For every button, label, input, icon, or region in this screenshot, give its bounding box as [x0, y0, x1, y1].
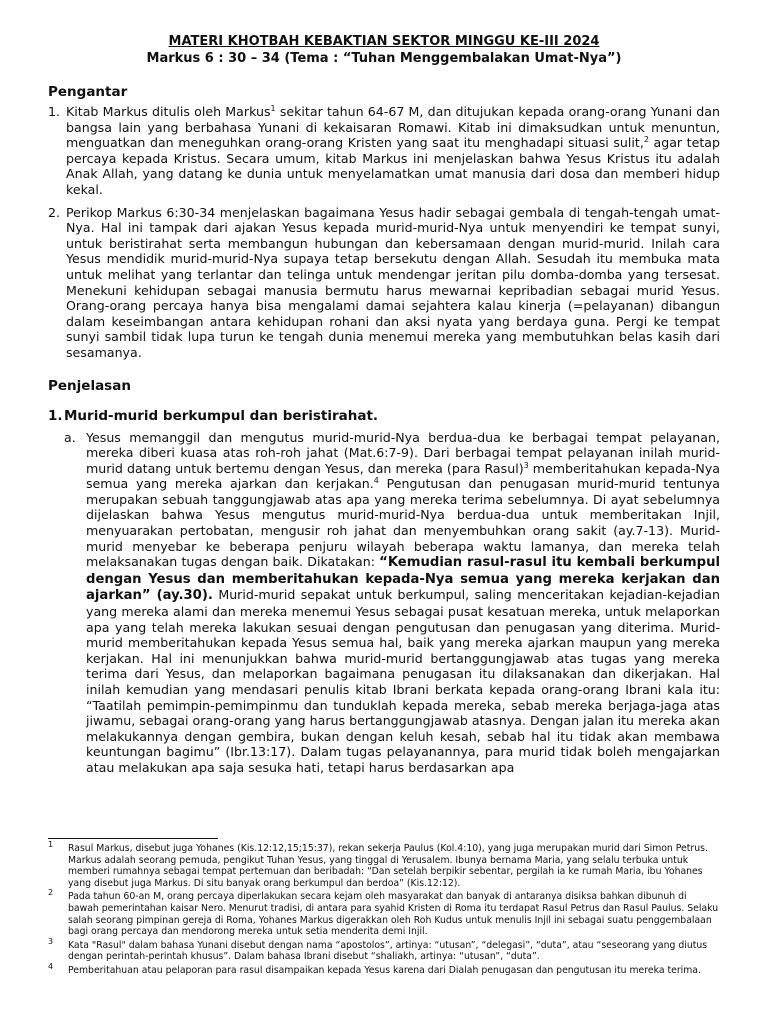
footnote-ref-4[interactable]: 4 [373, 476, 379, 486]
explanation-heading: Penjelasan [48, 377, 131, 394]
point-1-sub-a: a. Yesus memanggil dan mengutus murid-murid-Nya berdua-dua ke berbagai tempat pelayanan, mereka diberi kuasa atas roh-roh jahat (Mat.6:7-9). Dari berbagai tempat pelayanan inilah murid-murid datang untuk bertemu dengan Yesus, dan mereka (para Rasul)$^3$ memberitahukan kepada-Nya semua yang mereka ajarkan dan kerjakan.$^4$ Pengutusan dan penugasan murid-murid tentunya merupakan sebuah tanggungjawab atas apa yang mereka terima sebelumnya. Di ayat sebelumnya dijelaskan bahwa Yesus mengutus murid-murid-Nya berdua-dua untuk memberitakan Injil, menyuarakan pertobatan, mengusir roh jahat dan menyembuhkan orang sakit (ay.7-13). Murid-murid menyebar ke beberapa penjuru wilayah beberapa waktu lamanya, dan mereka telah melaksanakan tugas dengan baik. Dikatakan: “Kemudian rasul-rasul itu kembali berkumpul dengan Yesus dan memberitahukan kepada-Nya semua yang mereka kerjakan dan ajarkan” (ay.30). Murid-murid sepakat untuk berkumpul, saling menceritakan kejadian-kejadian yang mereka alami dan mereka menemui Yesus sebagai pusat kesatuan mereka, untuk melaporkan apa yang telah mereka lakukan sesuai dengan pengutusan dan penugasan yang diterima. Murid-murid memberitahukan kepada Yesus semua hal, baik yang mereka ajarkan maupun yang mereka kerjakan. Hal ini menunjukkan bahwa murid-murid bertanggungjawab atas tugas yang mereka terima dari Yesus, dan melaporkan bagaimana penugasan itu dilaksanakan dan dikerjakan. Hal inilah kemudian yang mendasari penulis kitab Ibrani berkata kepada orang-orang Ibrani kala itu: “Taatilah pemimpin-pemimpinmu dan tunduklah kepada mereka, sebab mereka berjaga-jaga atas jiwamu, sebagai orang-orang yang harus bertanggungjawab atasnya. Dengan jalan itu mereka akan melakukannya dengan gembira, bukan dengan keluh kesah, sebab hal itu tidak akan membawa keuntungan bagimu” (Ibr.13:17). Dalam tugas pelayanannya, para murid tidak boleh mengajarkan atau melakukan apa saja sesuka hati, tetapi harus berdasarkan apa [64, 429, 720, 775]
point-1-heading [48, 408, 720, 424]
footnote-3: $^3$ Kata "Rasul" dalam bahasa Yunani disebut dengan nama “apostolos”, artinya: “utusan”, “delegasi”, “duta”, atau “seseorang yang diutus dengan perintah-perintah khusus”. Dalam bahasa Ibrani disebut “shaliakh, artinya: “utusan”, “duta”. [48, 936, 708, 963]
footnote-ref-3[interactable]: 3 [523, 460, 529, 470]
bible-quote-ay30: “Kemudian rasul-rasul itu kembali berkumpul dengan Yesus dan memberitahukan kepada-Nya semua yang mereka kerjakan dan ajarkan” (ay.30). [86, 555, 720, 604]
footnotes [48, 838, 720, 979]
intro-list [48, 104, 720, 361]
title-line-1: MATERI KHOTBAH KEBAKTIAN SEKTOR MINGGU KE-III 2024 [168, 34, 600, 49]
footnote-1: $^1$ Rasul Markus, disebut juga Yohanes (Kis.12:12,15;15:37), rekan sekerja Paulus (Kol.4:10), yang juga merupakan murid dari Simon Petrus. Markus adalah seorang pemuda, pengikut Tuhan Yesus, yang tinggal di Yerusalem. Ibunya bernama Maria, yang selalu terbuka untuk memberi rumahnya sebagai tempat pertemuan dan beribadah: “Dan setelah berpikir sebentar, pergilah ia ke rumah Maria, ibu Yohanes yang disebut juga Markus. Di situ banyak orang berkumpul dan berdoa” (Kis.12:12). [48, 839, 708, 889]
point-1-title: Murid-murid berkumpul dan beristirahat. [64, 407, 379, 424]
intro-paragraph-1: 1. Kitab Markus ditulis oleh Markus$^1$ sekitar tahun 64-67 M, dan ditujukan kepada orang-orang Yunani dan bangsa lain yang berbahasa Yunani di kekaisaran Romawi. Kitab ini dimaksudkan untuk menuntun, menguatkan dan meneguhkan orang-orang Kristen yang saat itu menghadapi situasi sulit,$^2$ agar tetap percaya kepada Kristus. Secara umum, kitab Markus ini menjelaskan bahwa Yesus Kristus itu adalah Anak Allah, yang datang ke dunia untuk menyelamatkan umat manusia dari dosa dan memberi hidup kekal. [64, 104, 720, 198]
footnote-divider [48, 838, 218, 839]
document-title [48, 33, 720, 67]
intro-heading: Pengantar [48, 84, 128, 100]
footnote-4: $^4$ Pemberitahuan atau pelaporan para rasul disampaikan kepada Yesus karena dari Dialah penugasan dan pengutusan itu mereka terima. [48, 961, 701, 976]
intro-paragraph-2: 2. Perikop Markus 6:30-34 menjelaskan bagaimana Yesus hadir sebagai gembala di tengah-tengah umat-Nya. Hal ini tampak dari ajakan Yesus kepada murid-murid-Nya untuk menyendiri ke tempat sunyi, untuk beristirahat serta membangun hubungan dan kebersamaan dengan murid-murid. Inilah cara Yesus mendidik murid-murid-Nya supaya tetap bersekutu dengan Allah. Sesudah itu membuka mata untuk melihat yang terlantar dan telinga untuk mendengar jeritan pilu domba-domba yang tersesat. Menekuni kehidupan sebagai manusia bermutu harus mewarnai kepribadian sebagai murid Yesus. Orang-orang percaya hanya bisa mengalami damai sejahtera kalau kinerja (=pelayanan) dibangun dalam keseimbangan antara kehidupan rohani dan aksi nyata yang berdaya guna. Pergi ke tempat sunyi sambil tidak lupa turun ke tengah dunia menemui mereka yang membutuhkan belas kasih dari sesamanya. [64, 205, 720, 361]
title-line-2: Markus 6 : 30 – 34 (Tema : “Tuhan Menggembalakan Umat-Nya”) [146, 51, 622, 66]
point-1-number: 1. [48, 407, 63, 424]
sub-a-letter: a. [64, 429, 76, 445]
footnote-ref-2[interactable]: 2 [643, 135, 649, 144]
footnote-ref-1[interactable]: 1 [270, 103, 276, 113]
footnote-2: $^2$ Pada tahun 60-an M, orang percaya diperlakukan secara kejam oleh masyarakat dan banyak di antaranya disiksa bahkan dibunuh di bawah pemerintahan kaisar Nero. Menurut tradisi, di antara para syahid Kristen di Roma itu terdapat Rasul Petrus dan Rasul Paulus. Selaku salah seorang pimpinan gereja di Roma, Yohanes Markus digerakkan oleh Roh Kudus untuk menulis Injil ini sebagai suatu penggembalaan bagi orang percaya dan mendorong mereka untuk setia menderita demi Injil. [48, 888, 719, 938]
